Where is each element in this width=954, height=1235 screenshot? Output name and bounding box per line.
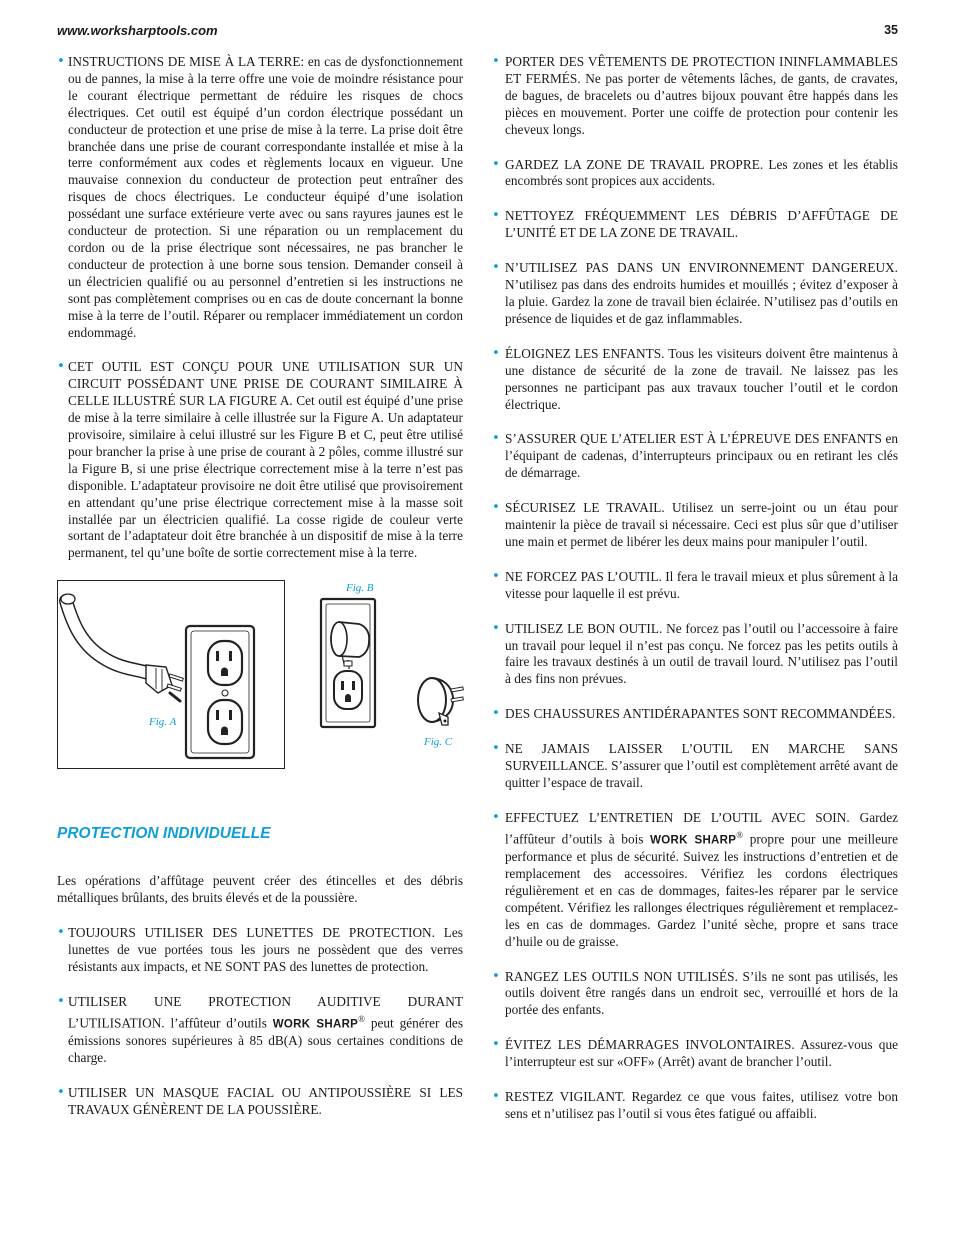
right-column (492, 54, 898, 1141)
clean-debris-text: NETTOYEZ FRÉQUEMMENT LES DÉBRIS D’AFFÛTAGE DE L’UNITÉ ET DE LA ZONE DE TRAVAIL. (505, 208, 898, 241)
bullet-icon: • (492, 208, 500, 224)
brand-name: WORK SHARP (272, 1018, 359, 1031)
bullet-icon: • (492, 1089, 500, 1105)
store-idle-tools-text: RANGEZ LES OUTILS NON UTILISÉS. S’ils ne sont pas utilisés, les outils doivent être rangés dans un endroit sec, verrouillé et hors de la portée des enfants. (505, 968, 898, 1018)
figure-b-caption: Fig. B (346, 582, 374, 595)
keep-children-away-text: ÉLOIGNEZ LES ENFANTS. Tous les visiteurs doivent être maintenus à une distance de sécurité de la zone de travail. Ne laissez pas les personnes ne participant pas aux travaux toucher l’outil et le cordon électrique. (505, 345, 898, 412)
bullet-icon: • (492, 620, 500, 636)
bullet-icon: • (492, 968, 500, 984)
store-idle-tools-item (492, 969, 898, 1020)
bullet-icon: • (57, 359, 65, 375)
never-leave-running-item (492, 741, 898, 792)
plug-figures (57, 580, 463, 806)
right-tool-item (492, 621, 898, 689)
section-title: PROTECTION INDIVIDUELLE (57, 825, 271, 843)
stay-alert-item (492, 1089, 898, 1123)
bullet-icon: • (492, 568, 500, 584)
bullet-icon: • (492, 431, 500, 447)
right-tool-text: UTILISEZ LE BON OUTIL. Ne forcez pas l’outil ou l’accessoire à faire un travail pour lequel il n’est pas conçu. Ne forcez pas les petits outils à faire les travaux destinés à un outil de travail lourd. N’utilisez pas l’outil à des fins non prévues. (505, 620, 898, 687)
non-slip-shoes-text: DES CHAUSSURES ANTIDÉRAPANTES SONT RECOMMANDÉES. (505, 706, 896, 722)
grounding-instructions-item (57, 54, 463, 341)
safety-glasses-item (57, 925, 463, 976)
adapter-plug-illustration (415, 673, 467, 729)
left-column (57, 54, 463, 1137)
maintain-tool-text-start: EFFECTUEZ L’ENTRETIEN DE L’OUTIL AVEC SOIN. Gardez l’affûteur d’outils à bois (505, 809, 898, 847)
avoid-unintentional-start-item (492, 1037, 898, 1071)
hearing-protection-item (57, 994, 463, 1067)
hearing-protection-text-start: UTILISER UNE PROTECTION AUDITIVE DURANT L’UTILISATION. l’affûteur d’outils (68, 993, 463, 1031)
non-slip-shoes-item (492, 706, 898, 723)
protective-clothing-text: PORTER DES VÊTEMENTS DE PROTECTION ININFLAMMABLES ET FERMÉS. Ne pas porter de vêtements lâches, de gants, de cravates, de bagues, de bracelets ou d’autres bijoux pouvant être happés dans les pièces en mouvement. Porter une coiffe de protection pour contenir les cheveux longs. (505, 54, 898, 137)
avoid-unintentional-start-text: ÉVITEZ LES DÉMARRAGES INVOLONTAIRES. Assurez-vous que l’interrupteur est sur «OFF» (Arrêt) avant de brancher l’outil. (505, 1037, 898, 1070)
registered-mark: ® (358, 1013, 365, 1024)
bullet-icon: • (492, 1037, 500, 1053)
bullet-icon: • (492, 156, 500, 172)
bullet-icon: • (492, 500, 500, 516)
bullet-icon: • (492, 54, 500, 69)
maintain-tool-text-end: propre pour une meilleure performance et plus de sécurité. Suivez les instructions d’entretien et de remplacement des accessoires. Vérifiez les cordons électriques régulièrement et en cas de dommages, faites-les réparer par le service compétent. Vérifiez les rallonges électriques régulièrement et remplacez-les en cas de dommages. Gardez l’unité sèche, propre et sans trace d’huile ou de graisse. (505, 831, 898, 949)
secure-work-text: SÉCURISEZ LE TRAVAIL. Utilisez un serre-joint ou un étau pour maintenir la pièce de travail si nécessaire. Ceci est plus sûr que d’utiliser une main et permet de libérer les deux mains pour manipuler l’outil. (505, 500, 898, 549)
section-intro: Les opérations d’affûtage peuvent créer des étincelles et des débris métalliques brûlants, des bruits élevés et de la poussière. (57, 873, 463, 906)
never-leave-running-text: NE JAMAIS LAISSER L’OUTIL EN MARCHE SANS SURVEILLANCE. S’assurer que l’outil est complètement arrêté avant de quitter l’espace de travail. (505, 741, 898, 790)
dust-mask-item (57, 1085, 463, 1119)
bullet-icon: • (492, 809, 500, 825)
figure-a-caption: Fig. A (149, 716, 177, 729)
registered-mark: ® (736, 829, 744, 840)
bullet-icon: • (492, 345, 500, 361)
stay-alert-text: RESTEZ VIGILANT. Regardez ce que vous faites, utilisez votre bon sens et n’utilisez pas l’outil si vous êtes fatigué ou affaibli. (505, 1089, 898, 1122)
figure-c-caption: Fig. C (424, 736, 453, 749)
bullet-icon: • (492, 706, 500, 722)
clean-work-area-text: GARDEZ LA ZONE DE TRAVAIL PROPRE. Les zones et les établis encombrés sont propices aux accidents. (505, 156, 898, 189)
figure-a-box (57, 580, 285, 769)
dont-force-tool-item (492, 569, 898, 603)
clean-debris-item (492, 208, 898, 242)
clean-work-area-item (492, 157, 898, 191)
childproof-workshop-item (492, 431, 898, 482)
dust-mask-text: UTILISER UN MASQUE FACIAL OU ANTIPOUSSIÈRE SI LES TRAVAUX GÉNÈRENT DE LA POUSSIÈRE. (68, 1084, 463, 1117)
bullet-icon: • (492, 260, 500, 276)
bullet-icon: • (57, 54, 65, 69)
circuit-usage-text: CET OUTIL EST CONÇU POUR UNE UTILISATION SUR UN CIRCUIT POSSÉDANT UNE PRISE DE COURANT SIMILAIRE À CELLE ILLUSTRÉ SUR LA FIGURE A. Cet outil est équipé d’une prise de mise à la terre similaire à celle illustrée sur la Figure A. Un adaptateur provisoire, similaire à celui illustré sur les Figure B et C, peut être utilisé pour brancher la prise à une prise de courant à 2 pôles, comme illustré sur la Figure B, si une prise électrique correctement mise à la terre n’est pas disponible. L’adaptateur provisoire ne doit être utilisé que provisoirement en attendant qu’une prise électrique correctement mise à la masse soit installée par un électricien qualifié. La cosse rigide de couleur verte sortant de l’adaptateur doit être branchée à un dispositif de mise à la terre permanent, tel qu’une boîte de sortie correctement mise à la terre. (68, 359, 463, 561)
bullet-icon: • (57, 1084, 65, 1100)
adapter-outlet-illustration (319, 597, 379, 729)
grounded-plug-illustration (58, 581, 284, 768)
secure-work-item (492, 500, 898, 551)
header-url[interactable]: www.worksharptools.com (57, 23, 218, 38)
keep-children-away-item (492, 346, 898, 414)
grounding-instructions-text: INSTRUCTIONS DE MISE À LA TERRE: en cas de dysfonctionnement ou de pannes, la mise à la terre offre une voie de moindre résistance pour le courant électrique permettant de réduire les risques de chocs électriques. Cet outil est équipé d’un cordon électrique possédant un conducteur de protection et une prise de mise à la terre. La prise doit être branchée dans une prise de courant correspondante installée et mise à la terre conformément aux codes et règlements locaux en vigueur. Une mauvaise connexion du conducteur de protection peut entraîner des risques de chocs électriques. Le conducteur équipé d’une isolation possédant une surface extérieure verte avec ou sans rayures jaunes est le conducteur de protection. Si une réparation ou un remplacement du cordon ou de la prise électrique sont nécessaires, ne pas brancher le conducteur de protection à une borne sous tension. Demander conseil à un électricien qualifié ou au personnel d’entretien si les instructions ne sont pas complètement comprises ou en cas de doute concernant la bonne mise à la terre de l’outil. Réparer ou remplacer immédiatement un cordon endommagé. (68, 54, 463, 340)
bullet-icon: • (57, 993, 65, 1009)
hearing-protection-text-end: peut générer des émissions sonores supérieures à 85 dB(A) sous certaines conditions de charge. (68, 1015, 464, 1065)
protective-clothing-item (492, 54, 898, 139)
dont-force-tool-text: NE FORCEZ PAS L’OUTIL. Il fera le travail mieux et plus sûrement à la vitesse pour laquelle il est prévu. (505, 568, 898, 601)
safety-glasses-text: TOUJOURS UTILISER DES LUNETTES DE PROTECTION. Les lunettes de vue portées tous les jours ne possèdent que des verres résistants aux impacts, et NE SONT PAS des lunettes de protection. (68, 925, 463, 974)
dangerous-environment-text: N’UTILISEZ PAS DANS UN ENVIRONNEMENT DANGEREUX. N’utilisez pas dans des endroits humides et mouillés ; évitez d’exposer à la pluie. Gardez la zone de travail bien éclairée. N’utilisez pas d’outils en présence de liquides et de gaz inflammables. (505, 260, 898, 326)
childproof-workshop-text: S’ASSURER QUE L’ATELIER EST À L’ÉPREUVE DES ENFANTS en l’équipant de cadenas, d’interrupteurs principaux ou en retirant les clés de démarrage. (505, 431, 898, 481)
page-number: 35 (884, 23, 898, 37)
maintain-tool-item (492, 810, 898, 951)
dangerous-environment-item (492, 260, 898, 328)
circuit-usage-item (57, 359, 463, 562)
brand-name: WORK SHARP (650, 834, 737, 847)
bullet-icon: • (492, 741, 500, 757)
bullet-icon: • (57, 925, 65, 940)
